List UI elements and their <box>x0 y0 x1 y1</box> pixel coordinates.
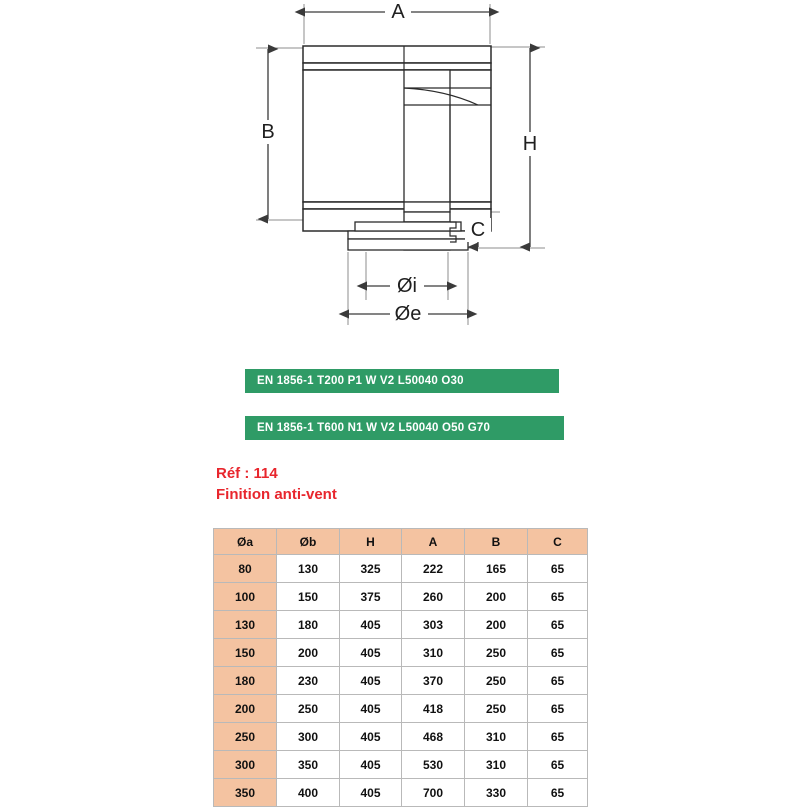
table-cell: 400 <box>277 779 340 807</box>
dimension-label-c: C <box>470 219 486 241</box>
table-cell-dia-a: 300 <box>214 751 277 779</box>
dimension-label-b: B <box>261 121 275 143</box>
table-cell: 310 <box>465 723 528 751</box>
table-cell: 700 <box>402 779 465 807</box>
table-row <box>214 555 588 583</box>
table-cell-dia-a: 80 <box>214 555 277 583</box>
table-cell: 200 <box>465 611 528 639</box>
table-cell: 350 <box>277 751 340 779</box>
table-cell: 405 <box>340 723 402 751</box>
table-cell: 180 <box>277 611 340 639</box>
table-row <box>214 611 588 639</box>
table-cell: 65 <box>528 639 588 667</box>
table-cell: 468 <box>402 723 465 751</box>
dimension-label-h: H <box>522 133 538 155</box>
table-cell: 370 <box>402 667 465 695</box>
table-row <box>214 667 588 695</box>
dimension-label-outer-diameter: Øe <box>394 303 422 325</box>
table-cell: 405 <box>340 751 402 779</box>
table-cell: 65 <box>528 751 588 779</box>
reference-block <box>216 463 337 505</box>
table-cell: 325 <box>340 555 402 583</box>
table-cell: 310 <box>402 639 465 667</box>
table-row <box>214 751 588 779</box>
column-header-a: A <box>402 529 465 555</box>
table-cell: 65 <box>528 611 588 639</box>
table-cell-dia-a: 130 <box>214 611 277 639</box>
reference-number: Réf : 114 <box>216 465 278 482</box>
table-cell: 250 <box>465 639 528 667</box>
table-cell: 230 <box>277 667 340 695</box>
table-row <box>214 779 588 807</box>
table-cell: 65 <box>528 667 588 695</box>
table-cell: 300 <box>277 723 340 751</box>
table-header-row <box>214 529 588 555</box>
specification-table <box>213 528 588 807</box>
table-cell: 165 <box>465 555 528 583</box>
table-cell: 530 <box>402 751 465 779</box>
table-cell: 330 <box>465 779 528 807</box>
table-cell: 405 <box>340 667 402 695</box>
table-cell: 405 <box>340 695 402 723</box>
table-body <box>214 555 588 807</box>
standard-badge-2: EN 1856-1 T600 N1 W V2 L50040 O50 G70 <box>245 416 564 440</box>
table-cell: 375 <box>340 583 402 611</box>
table-row <box>214 723 588 751</box>
table-cell-dia-a: 200 <box>214 695 277 723</box>
table-cell: 130 <box>277 555 340 583</box>
table-cell: 65 <box>528 695 588 723</box>
table-cell: 65 <box>528 555 588 583</box>
table-cell: 150 <box>277 583 340 611</box>
table-row <box>214 583 588 611</box>
table-cell: 260 <box>402 583 465 611</box>
technical-drawing <box>0 0 800 345</box>
table-cell-dia-a: 100 <box>214 583 277 611</box>
table-cell-dia-a: 180 <box>214 667 277 695</box>
table-cell: 250 <box>277 695 340 723</box>
table-cell: 222 <box>402 555 465 583</box>
dimension-label-inner-diameter: Øi <box>397 275 417 297</box>
table-cell: 250 <box>465 695 528 723</box>
table-cell: 250 <box>465 667 528 695</box>
column-header-h: H <box>340 529 402 555</box>
table-cell-dia-a: 250 <box>214 723 277 751</box>
table-cell: 310 <box>465 751 528 779</box>
table-cell: 405 <box>340 611 402 639</box>
table-cell: 200 <box>465 583 528 611</box>
table-cell: 405 <box>340 639 402 667</box>
reference-finish: Finition anti-vent <box>216 486 337 503</box>
table-row <box>214 695 588 723</box>
standard-badge-1: EN 1856-1 T200 P1 W V2 L50040 O30 <box>245 369 559 393</box>
table-cell: 65 <box>528 723 588 751</box>
table-cell-dia-a: 150 <box>214 639 277 667</box>
table-cell: 303 <box>402 611 465 639</box>
column-header-dia-b: Øb <box>277 529 340 555</box>
table-cell-dia-a: 350 <box>214 779 277 807</box>
table-cell: 65 <box>528 583 588 611</box>
table-cell: 405 <box>340 779 402 807</box>
column-header-b: B <box>465 529 528 555</box>
column-header-dia-a: Øa <box>214 529 277 555</box>
table-cell: 418 <box>402 695 465 723</box>
table-row <box>214 639 588 667</box>
table-cell: 65 <box>528 779 588 807</box>
drawing-body-outline <box>303 46 491 231</box>
table-cell: 200 <box>277 639 340 667</box>
column-header-c: C <box>528 529 588 555</box>
dimension-label-a: A <box>391 1 405 23</box>
